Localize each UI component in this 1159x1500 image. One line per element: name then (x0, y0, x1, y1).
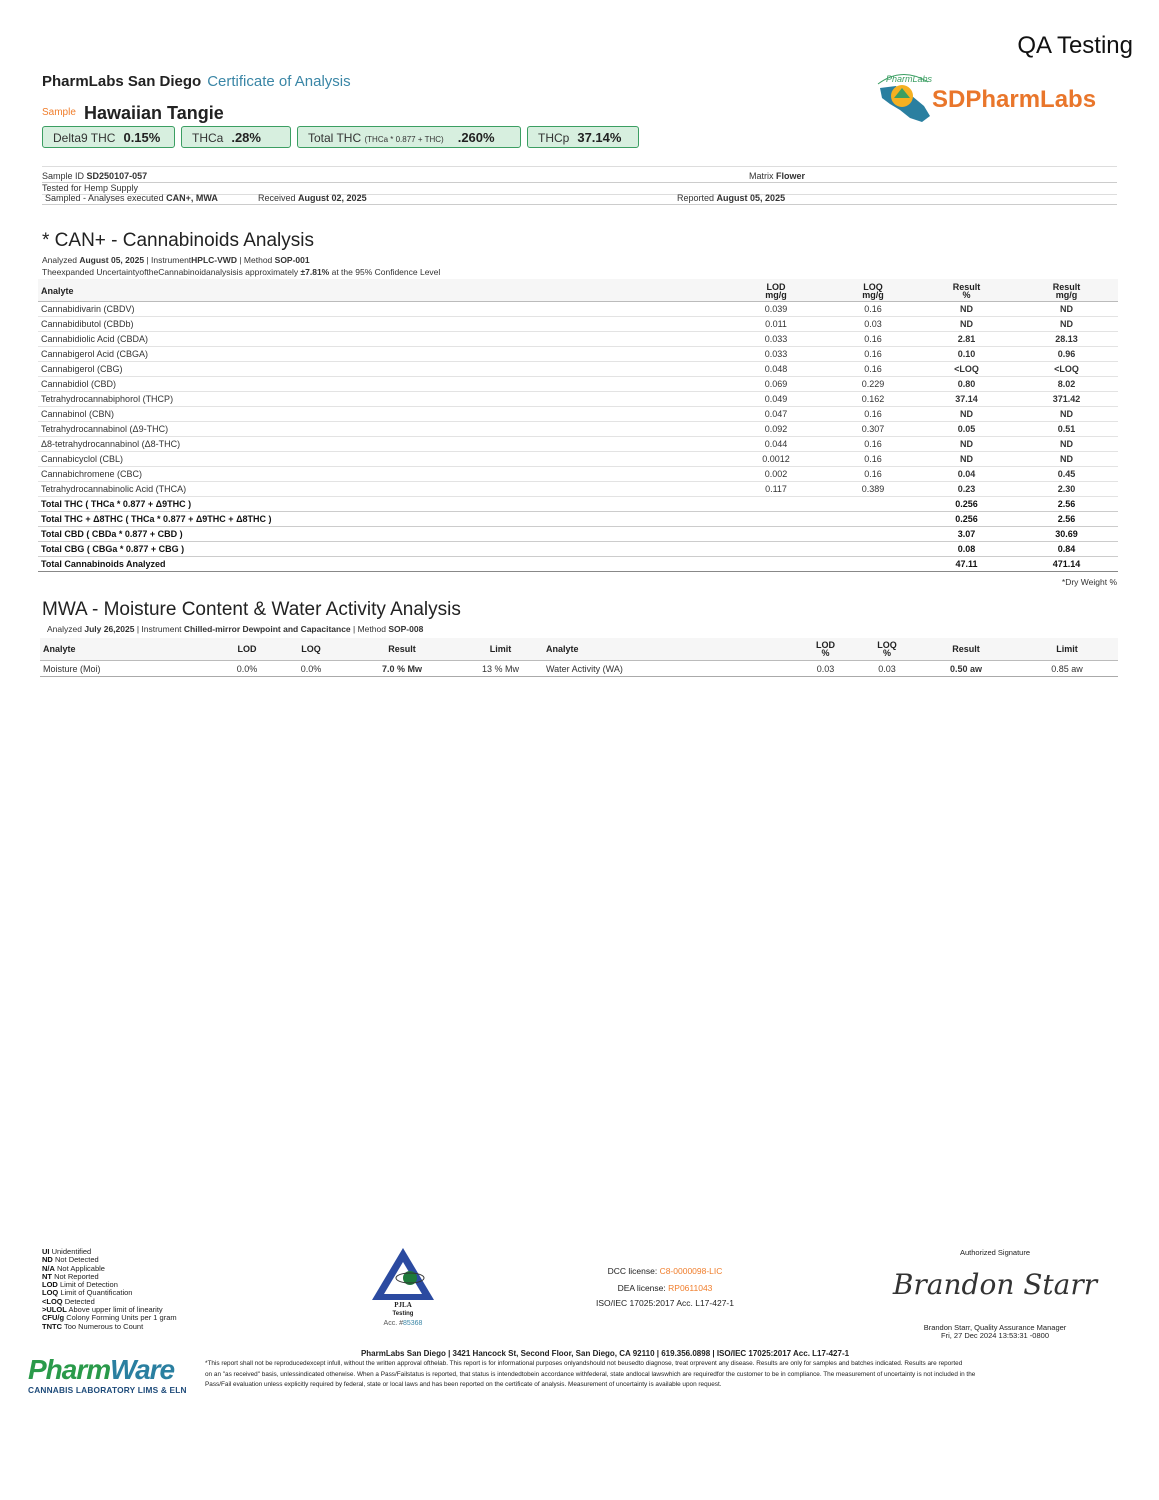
doc-type: Certificate of Analysis (207, 73, 351, 90)
uncertainty-note: Theexpanded UncertaintyoftheCannabinoidanalysisis approximately ±7.81% at the 95% Confidence Level (42, 267, 441, 277)
sample-id: SD250107-057 (86, 171, 148, 181)
reported-label: Reported (677, 193, 715, 203)
reported: August 05, 2025 (716, 193, 786, 203)
signer: Brandon Starr, Quality Assurance Manager Fri, 27 Dec 2024 13:53:31 -0800 (923, 1323, 1067, 1340)
lod-value: 0.033 (724, 347, 828, 362)
result-pct: <LOQ (918, 362, 1015, 377)
abbreviation-legend (42, 1248, 177, 1331)
table-row (38, 437, 1118, 452)
lod-value: 0.092 (724, 422, 828, 437)
total-mg: 471.14 (1015, 557, 1118, 572)
lod-value: 0.033 (724, 332, 828, 347)
signature-label: Authorized Signature (959, 1248, 1031, 1257)
loq-value: 0.389 (828, 482, 918, 497)
analyte-name: Cannabidiol (CBD) (38, 377, 724, 392)
total-mg: 30.69 (1015, 527, 1118, 542)
received-label: Received (258, 193, 296, 203)
result-mg: ND (1015, 407, 1118, 422)
loq-value: 0.16 (828, 437, 918, 452)
legend-item: N/A Not Applicable (42, 1263, 105, 1273)
col-lod: LOD mg/g (724, 279, 828, 302)
total-row (38, 512, 1118, 527)
legend-item: LOD Limit of Detection (42, 1280, 118, 1290)
table-row (38, 362, 1118, 377)
analyses: CAN+, MWA (166, 193, 218, 203)
result-mg: 2.30 (1015, 482, 1118, 497)
result-pct: ND (918, 317, 1015, 332)
result-pct: 2.81 (918, 332, 1015, 347)
result-mg: ND (1015, 452, 1118, 467)
lod-value: 0.069 (724, 377, 828, 392)
analyte-name: Δ8-tetrahydrocannabinol (Δ8-THC) (38, 437, 724, 452)
analyte-name: Cannabigerol Acid (CBGA) (38, 347, 724, 362)
analyte-name: Cannabidiolic Acid (CBDA) (38, 332, 724, 347)
table-row (38, 422, 1118, 437)
sample-id-label: Sample ID (42, 171, 85, 181)
result-pct: 0.23 (918, 482, 1015, 497)
mwa-header: Analyte LOD LOQ Result Limit Analyte LOD % LOQ % Result Limit (40, 638, 1118, 661)
table-row (38, 377, 1118, 392)
total-row (38, 557, 1118, 572)
loq-value: 0.229 (828, 377, 918, 392)
summary-label: THCp (538, 131, 570, 145)
summary-thca (181, 126, 291, 148)
total-pct: 0.08 (918, 542, 1015, 557)
pjla-triangle-icon (370, 1246, 436, 1308)
table-row (38, 332, 1118, 347)
result-mg: ND (1015, 302, 1118, 317)
legend-item: ND Not Detected (42, 1255, 99, 1265)
pharmware-logo: PharmWare CANNABIS LABORATORY LIMS & ELN (28, 1354, 187, 1395)
table-row (38, 467, 1118, 482)
sample-label: Sample (42, 107, 76, 118)
result-mg: 0.45 (1015, 467, 1118, 482)
table-row (38, 347, 1118, 362)
analyte-name: Cannabidivarin (CBDV) (38, 302, 724, 317)
total-name: Total CBD ( CBDa * 0.877 + CBD ) (38, 527, 724, 542)
sample-name: Hawaiian Tangie (84, 103, 224, 123)
table-row (38, 317, 1118, 332)
can-meta: Analyzed August 05, 2025 | InstrumentHPLC-VWD | Method SOP-001 (42, 255, 310, 265)
result-pct: ND (918, 302, 1015, 317)
dcc-license: DCC license: C8-0000098-LIC (607, 1266, 723, 1276)
result-mg: 28.13 (1015, 332, 1118, 347)
matrix-label: Matrix (749, 171, 774, 181)
analyte-name: Cannabidibutol (CBDb) (38, 317, 724, 332)
svg-text:PJLA: PJLA (394, 1301, 412, 1308)
result-pct: 0.05 (918, 422, 1015, 437)
summary-value: 37.14% (577, 130, 622, 145)
iso-accreditation: ISO/IEC 17025:2017 Acc. L17-427-1 (596, 1298, 734, 1308)
result-pct: 0.10 (918, 347, 1015, 362)
total-mg: 2.56 (1015, 497, 1118, 512)
mwa-title: MWA - Moisture Content & Water Activity Analysis (42, 599, 461, 620)
total-mg: 0.84 (1015, 542, 1118, 557)
total-row (38, 542, 1118, 557)
result-mg: 371.42 (1015, 392, 1118, 407)
result-pct: 37.14 (918, 392, 1015, 407)
summary-value: 0.15% (123, 130, 161, 145)
result-pct: 0.80 (918, 377, 1015, 392)
cannabinoid-table (38, 279, 1118, 572)
result-pct: ND (918, 437, 1015, 452)
summary-thcp (527, 126, 639, 148)
summary-total-thc (297, 126, 521, 148)
dry-weight-note: *Dry Weight % (1061, 577, 1117, 587)
info-row-3 (42, 193, 1117, 205)
col-result-pct: Result % (918, 279, 1015, 302)
summary-label: Delta9 THC (53, 131, 116, 145)
footer-disclaimer: *This report shall not be reproducedexcept infull, without the written approval ofthelab. This report is for informational purposes onlyandshould not beusedto diagnose, treat orprevent any disease. Results are only for samples and batches indicated. Results are reported on an "as received" basis, unlessindicated otherwise. When a Pass/Failstatus is reported, that status is intendedtobein accordance withfederal, state andlocal lawswhich are requiredfor the customer to be in compliance. The measurement of uncertainty is not included in the Pass/Fail evaluation unless explicitly required by federal, state or local laws and has been reported on the certificate of analysis. Measurement of uncertainty is available upon request. (205, 1360, 976, 1388)
total-name: Total Cannabinoids Analyzed (38, 557, 724, 572)
analyte-name: Tetrahydrocannabinol (Δ9-THC) (38, 422, 724, 437)
lod-value: 0.047 (724, 407, 828, 422)
lod-value: 0.048 (724, 362, 828, 377)
acc-number: Acc. #85368 (383, 1320, 423, 1327)
legend-item: UI Unidentified (42, 1247, 92, 1256)
analyte-name: Cannabicyclol (CBL) (38, 452, 724, 467)
sdpharmlabs-logo (872, 70, 1122, 128)
signature-image: Brandon Starr (892, 1268, 1098, 1301)
loq-value: 0.16 (828, 452, 918, 467)
lod-value: 0.117 (724, 482, 828, 497)
summary-value: .28% (231, 130, 261, 145)
mwa-row: Moisture (Moi) 0.0% 0.0% 7.0 % Mw 13 % Mw Water Activity (WA) 0.03 0.03 0.50 aw 0.85 aw (40, 661, 1118, 677)
total-mg: 2.56 (1015, 512, 1118, 527)
total-pct: 3.07 (918, 527, 1015, 542)
moisture-table (40, 638, 1118, 677)
loq-value: 0.162 (828, 392, 918, 407)
footer-address: PharmLabs San Diego | 3421 Hancock St, Second Floor, San Diego, CA 92110 | 619.356.0898 | ISO/IEC 17025:2017 Acc. L17-427-1 (360, 1349, 850, 1358)
table-row (38, 452, 1118, 467)
lod-value: 0.039 (724, 302, 828, 317)
table-row (38, 407, 1118, 422)
lod-value: 0.011 (724, 317, 828, 332)
total-pct: 0.256 (918, 512, 1015, 527)
lod-value: 0.002 (724, 467, 828, 482)
loq-value: 0.03 (828, 317, 918, 332)
info-row-1 (42, 171, 1117, 183)
col-result-mg: Result mg/g (1015, 279, 1118, 302)
legend-item: NT Not Reported (42, 1271, 99, 1281)
analyte-name: Cannabichromene (CBC) (38, 467, 724, 482)
dea-license: DEA license: RP0611043 (617, 1283, 713, 1293)
table-header (38, 279, 1118, 302)
received: August 02, 2025 (298, 193, 367, 203)
legend-item: TNTC Too Numerous to Count (42, 1321, 144, 1331)
summary-value: .260% (457, 130, 495, 145)
total-pct: 0.256 (918, 497, 1015, 512)
doc-tag: QA Testing (1017, 32, 1133, 59)
svg-text:PharmLabs: PharmLabs (886, 74, 933, 84)
analyte-name: Tetrahydrocannabinolic Acid (THCA) (38, 482, 724, 497)
loq-value: 0.307 (828, 422, 918, 437)
table-row (38, 482, 1118, 497)
legend-item: <LOQ Detected (42, 1296, 95, 1306)
result-mg: 0.96 (1015, 347, 1118, 362)
analyte-name: Cannabigerol (CBG) (38, 362, 724, 377)
lod-value: 0.044 (724, 437, 828, 452)
result-mg: 0.51 (1015, 422, 1118, 437)
loq-value: 0.16 (828, 302, 918, 317)
summary-label: THCa (192, 131, 224, 145)
result-mg: ND (1015, 317, 1118, 332)
col-analyte: Analyte (38, 279, 724, 302)
total-row (38, 527, 1118, 542)
legend-item: >ULOL Above upper limit of linearity (42, 1305, 163, 1315)
lod-value: 0.0012 (724, 452, 828, 467)
summary-label: Total THC (308, 131, 362, 145)
total-name: Total CBG ( CBGa * 0.877 + CBG ) (38, 542, 724, 557)
lab-name (42, 73, 351, 90)
sampled-label: Sampled - Analyses executed (45, 193, 164, 203)
analyte-name: Tetrahydrocannabiphorol (THCP) (38, 392, 724, 407)
mwa-meta: Analyzed July 26,2025 | Instrument Chilled-mirror Dewpoint and Capacitance | Method SOP-008 (47, 624, 424, 634)
can-title: * CAN+ - Cannabinoids Analysis (42, 230, 314, 251)
result-mg: 8.02 (1015, 377, 1118, 392)
lod-value: 0.049 (724, 392, 828, 407)
summary-sub: (THCa * 0.877 + THC) (364, 135, 444, 144)
total-name: Total THC + Δ8THC ( THCa * 0.877 + Δ9THC + Δ8THC ) (38, 512, 724, 527)
total-pct: 47.11 (918, 557, 1015, 572)
matrix: Flower (776, 171, 806, 181)
legend-item: CFU/g Colony Forming Units per 1 gram (42, 1313, 177, 1323)
result-pct: ND (918, 452, 1015, 467)
logo-text: SDPharmLabs (932, 86, 1097, 113)
summary-delta9 (42, 126, 175, 148)
lab-name-text: PharmLabs San Diego (42, 73, 202, 90)
loq-value: 0.16 (828, 347, 918, 362)
legend-item: LOQ Limit of Quantification (42, 1288, 133, 1298)
tested-for: Tested for Hemp Supply (42, 183, 1117, 195)
pjla-badge (368, 1246, 438, 1327)
result-pct: ND (918, 407, 1015, 422)
loq-value: 0.16 (828, 362, 918, 377)
loq-value: 0.16 (828, 332, 918, 347)
analyte-name: Cannabinol (CBN) (38, 407, 724, 422)
result-pct: 0.04 (918, 467, 1015, 482)
table-row (38, 392, 1118, 407)
total-name: Total THC ( THCa * 0.877 + Δ9THC ) (38, 497, 724, 512)
result-mg: ND (1015, 437, 1118, 452)
result-mg: <LOQ (1015, 362, 1118, 377)
total-row (38, 497, 1118, 512)
loq-value: 0.16 (828, 407, 918, 422)
pjla-testing: Testing (392, 1311, 414, 1317)
table-row (38, 302, 1118, 317)
col-loq: LOQ mg/g (828, 279, 918, 302)
loq-value: 0.16 (828, 467, 918, 482)
